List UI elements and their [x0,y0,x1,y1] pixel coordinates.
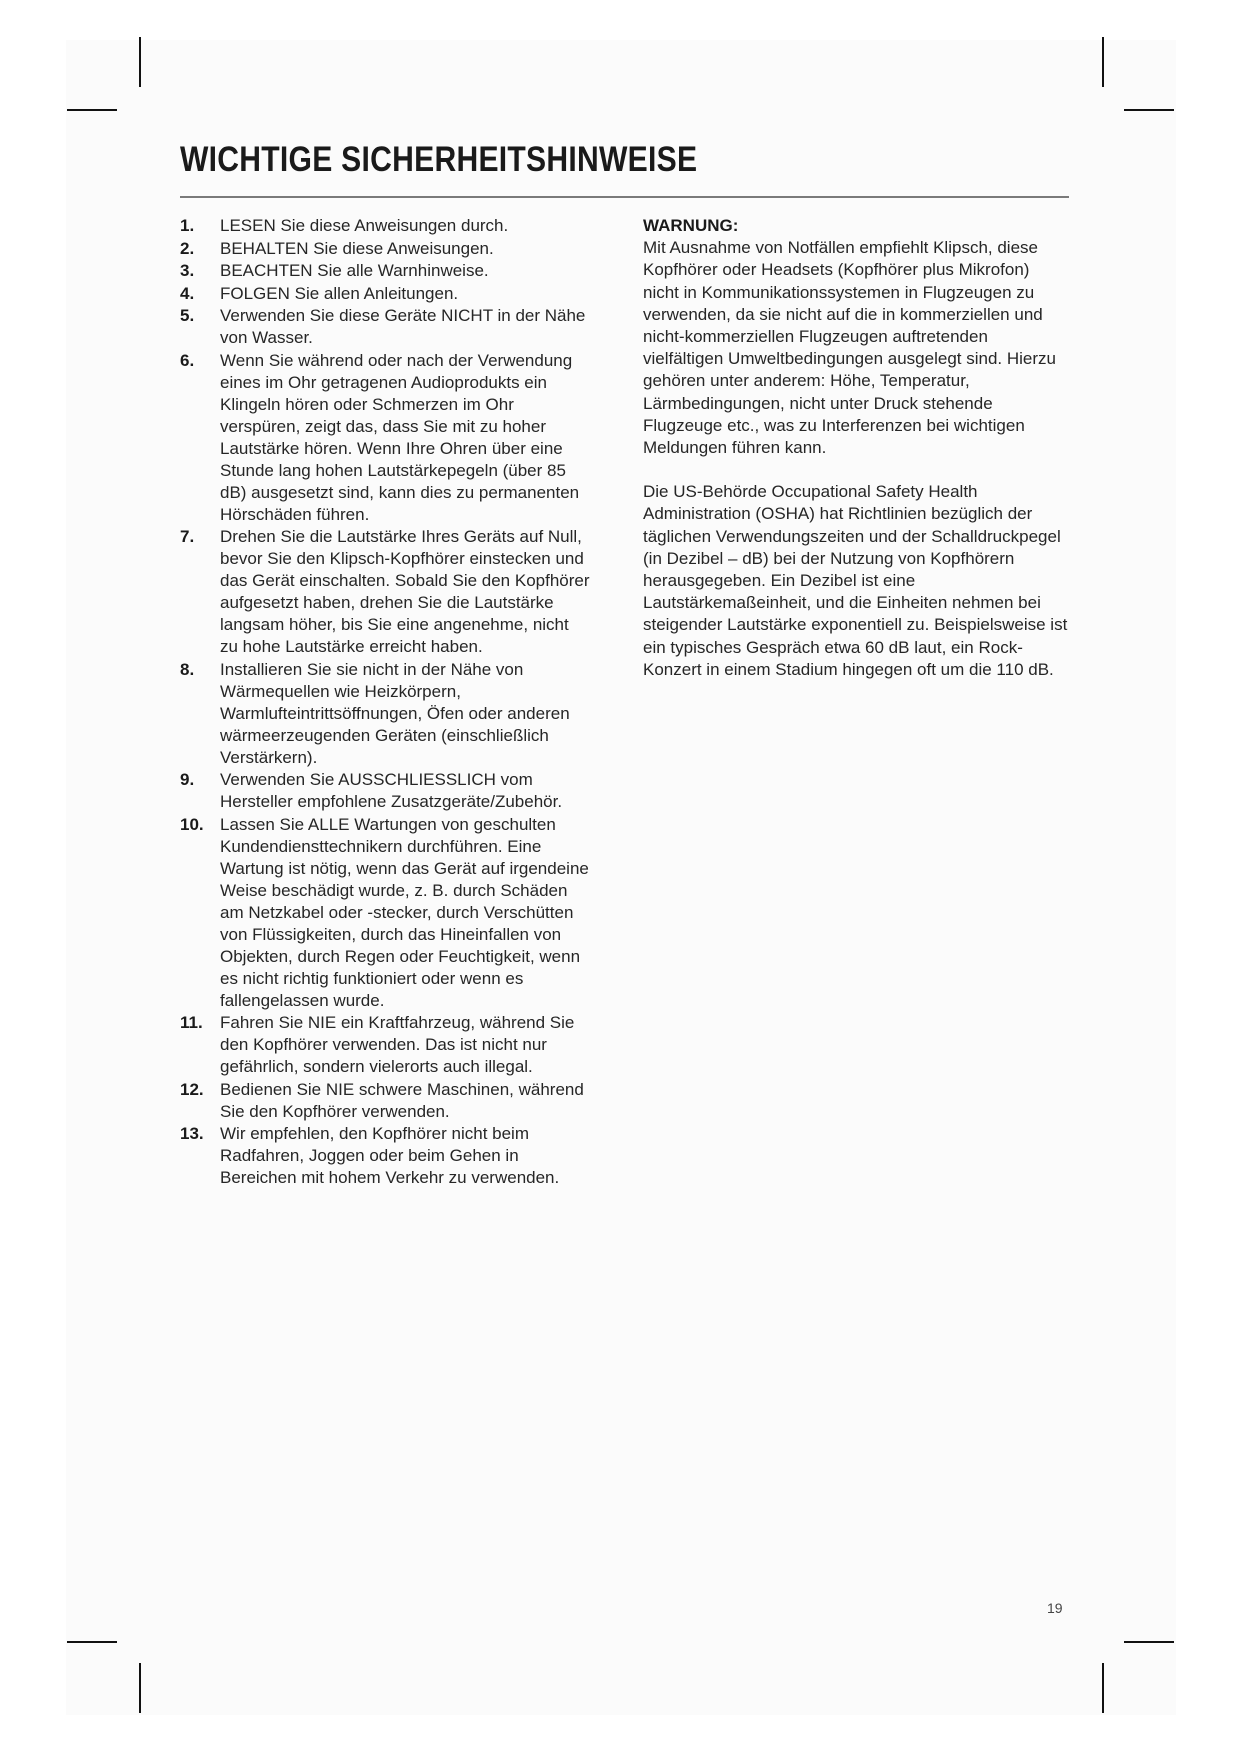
instruction-item [180,215,590,237]
instruction-number: 13. [180,1124,204,1143]
instruction-item [180,1079,590,1123]
crop-mark-bottom-left-vertical [139,1663,141,1713]
crop-mark-top-right-horizontal [1124,109,1174,111]
instruction-text: BEACHTEN Sie alle Warnhinweise. [220,261,489,280]
instruction-number: 8. [180,659,195,679]
instruction-item [180,350,590,526]
warning-paragraph-aircraft: Mit Ausnahme von Notfällen empfiehlt Klipsch, diese Kopfhörer oder Headsets (Kopfhörer plus Mikrofon) nicht in Kommunikationssystemen in Flugzeugen zu verwenden, da sie nicht auf die in kommerziellen und nicht-kommerziellen Flugzeugen auftretenden vielfältigen Umweltbedingungen ausgelegt sind. Hierzu gehören unter anderem: Höhe, Temperatur, Lärmbedingungen, nicht unter Druck stehende Flugzeuge etc., was zu Interferenzen bei wichtigen Meldungen führen kann. [643,238,1056,458]
crop-mark-bottom-right-horizontal [1124,1641,1174,1643]
instruction-item [180,1012,590,1078]
instruction-text: LESEN Sie diese Anweisungen durch. [220,216,509,235]
instruction-text: Verwenden Sie diese Geräte NICHT in der Nähe von Wasser. [220,306,586,347]
instruction-item [180,1123,590,1189]
crop-mark-bottom-left-horizontal [67,1641,117,1643]
instruction-number: 5. [180,306,195,325]
title-divider [180,196,1069,198]
instruction-text: Verwenden Sie AUSSCHLIESSLICH vom Hersteller empfohlene Zusatzgeräte/Zubehör. [220,770,563,811]
instruction-item [180,814,590,1012]
instruction-number: 12. [180,1079,204,1099]
instruction-number: 9. [180,770,195,789]
safety-instructions-list [180,215,590,1190]
crop-mark-bottom-right-vertical [1102,1663,1104,1713]
instruction-text: Installieren Sie sie nicht in der Nähe von Wärmequellen wie Heizkörpern, Warmlufteintrittsöffnungen, Öfen oder anderen wärmeerzeugenden Geräten (einschließlich Verstärkern). [220,659,570,767]
instruction-text: Wir empfehlen, den Kopfhörer nicht beim Radfahren, Joggen oder beim Gehen in Bereichen mit hohem Verkehr zu verwenden. [220,1124,560,1187]
instruction-number: 6. [180,350,195,370]
instruction-number: 1. [180,216,195,235]
instruction-number: 3. [180,261,195,280]
instruction-number: 10. [180,814,204,834]
warning-section [643,215,1068,703]
instruction-text: Fahren Sie NIE ein Kraftfahrzeug, während Sie den Kopfhörer verwenden. Das ist nicht nur gefährlich, sondern vielerorts auch illegal. [220,1013,575,1076]
page-number: 19 [1047,1600,1063,1616]
instruction-item [180,526,590,658]
instruction-text: FOLGEN Sie allen Anleitungen. [220,283,459,303]
crop-mark-top-right-vertical [1102,37,1104,87]
instruction-item [180,659,590,769]
instruction-number: 7. [180,527,195,546]
instruction-text: Bedienen Sie NIE schwere Maschinen, während Sie den Kopfhörer verwenden. [220,1079,584,1121]
instruction-number: 2. [180,238,195,258]
warning-paragraph-osha: Die US-Behörde Occupational Safety Health Administration (OSHA) hat Richtlinien bezüglich der täglichen Verwendungszeiten und der Schalldruckpegel (in Dezibel – dB) bei der Nutzung von Kopfhörern herausgegeben. Ein Dezibel ist eine Lautstärkemaßeinheit, und die Einheiten nehmen bei steigender Lautstärke exponentiell zu. Beispielsweise ist ein typisches Gespräch etwa 60 dB laut, ein Rock-Konzert in einem Stadium hingegen oft um die 110 dB. [643,482,1068,679]
instruction-item [180,260,590,282]
instruction-text: BEHALTEN Sie diese Anweisungen. [220,238,494,258]
instruction-item [180,305,590,349]
instruction-text: Drehen Sie die Lautstärke Ihres Geräts auf Null, bevor Sie den Klipsch-Kopfhörer einstecken und das Gerät einschalten. Sobald Sie den Kopfhörer aufgesetzt haben, drehen Sie die Lautstärke langsam höher, bis Sie eine angenehme, nicht zu hohe Lautstärke erreicht haben. [220,527,590,656]
page-title: WICHTIGE SICHERHEITSHINWEISE [180,140,698,179]
instruction-text: Wenn Sie während oder nach der Verwendung eines im Ohr getragenen Audioprodukts ein Klingeln hören oder Schmerzen im Ohr verspüren, zeigt das, dass Sie mit zu hoher Lautstärke hören. Wenn Ihre Ohren über eine Stunde lang hohen Lautstärkepegeln (über 85 dB) ausgesetzt sind, kann dies zu permanenten Hörschäden führen. [220,350,580,524]
warning-heading: WARNUNG: [643,216,739,235]
crop-mark-top-left-vertical [139,37,141,87]
instruction-text: Lassen Sie ALLE Wartungen von geschulten Kundendiensttechnikern durchführen. Eine Wartung ist nötig, wenn das Gerät auf irgendeine Weise beschädigt wurde, z. B. durch Schäden am Netzkabel oder -stecker, durch Verschütten von Flüssigkeiten, durch das Hineinfallen von Objekten, durch Regen oder Feuchtigkeit, wenn es nicht richtig funktioniert oder wenn es fallengelassen wurde. [220,814,589,1010]
instruction-number: 4. [180,283,195,303]
instruction-number: 11. [180,1013,203,1032]
instruction-item [180,283,590,305]
instruction-item [180,769,590,813]
crop-mark-top-left-horizontal [67,109,117,111]
instruction-item [180,238,590,260]
